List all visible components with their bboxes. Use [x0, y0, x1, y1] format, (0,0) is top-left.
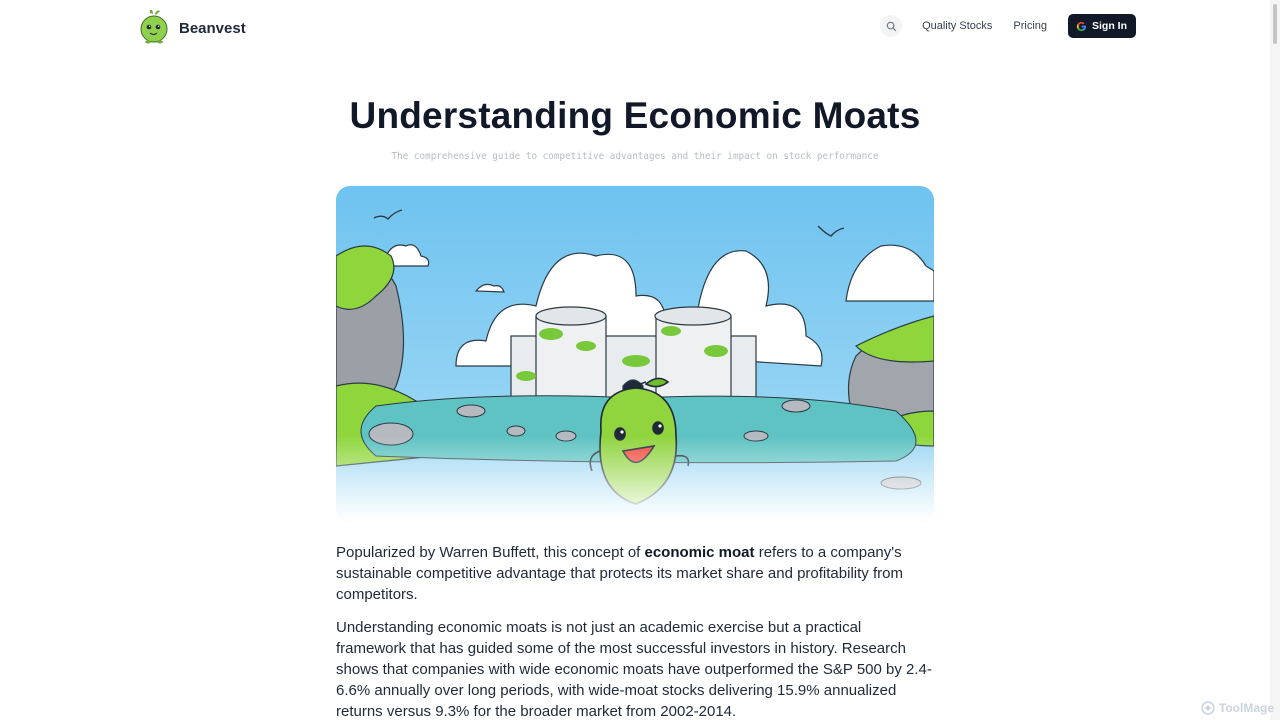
nav-link-pricing[interactable]: Pricing	[1013, 20, 1047, 32]
hero-illustration	[336, 186, 934, 521]
google-icon	[1076, 21, 1087, 32]
bean-logo-icon	[137, 8, 171, 49]
site-header	[0, 0, 1270, 52]
brand-logo-link[interactable]	[137, 8, 246, 49]
scrollbar-thumb[interactable]	[1273, 4, 1277, 44]
watermark-icon	[1201, 701, 1215, 715]
page-scrollbar[interactable]	[1270, 0, 1280, 720]
search-icon	[886, 21, 897, 32]
watermark	[1201, 701, 1274, 715]
brand-name: Beanvest	[179, 20, 246, 37]
sign-in-button[interactable]	[1068, 14, 1136, 38]
nav-link-quality-stocks[interactable]: Quality Stocks	[922, 20, 993, 32]
main-nav	[880, 14, 1136, 38]
watermark-text: ToolMage	[1218, 701, 1274, 715]
intro-text-start: Popularized by Warren Buffett, this concept of	[336, 544, 645, 561]
economic-moat-term: economic moat	[644, 544, 755, 561]
article-body	[336, 543, 934, 720]
page-subtitle: The comprehensive guide to competitive advantages and their impact on stock performance	[391, 151, 879, 162]
page-title: Understanding Economic Moats	[349, 95, 921, 136]
intro-text-end: refers to a company's sustainable competitive advantage that protects its market share and profitability from competitors.	[336, 544, 903, 603]
article-paragraph-intro	[336, 543, 934, 605]
article-paragraph-research: Understanding economic moats is not just an academic exercise but a practical framework that has guided some of the most successful investors in history. Research shows that companies with wide economic moats have outperformed the S&P 500 by 2.4-6.6% annually over long periods, with wide-moat stocks delivering 15.9% annualized returns versus 9.3% for the broader market from 2002-2014.	[336, 619, 932, 720]
sign-in-label: Sign In	[1092, 20, 1127, 32]
search-button[interactable]	[880, 15, 902, 37]
